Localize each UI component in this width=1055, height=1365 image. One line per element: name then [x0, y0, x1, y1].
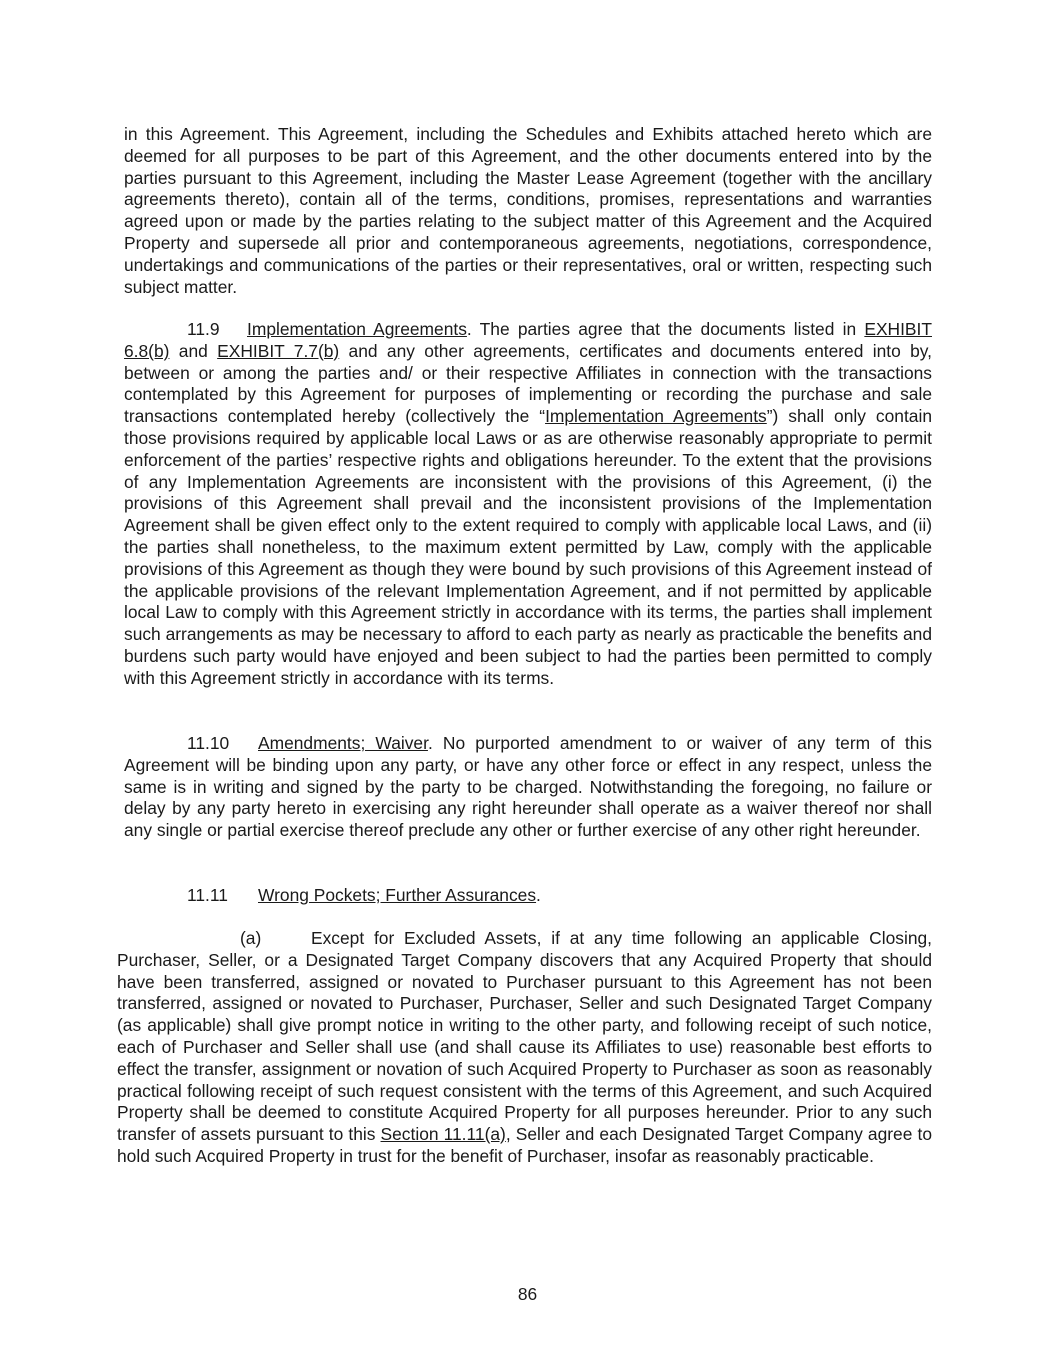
section-reference: Section 11.11(a) [380, 1124, 506, 1145]
exhibit-reference: EXHIBIT 7.7(b) [217, 340, 340, 361]
section-number: 11.9 [187, 319, 220, 339]
section-number: 11.11 [187, 885, 228, 905]
section-11-10 [124, 733, 932, 842]
section-text: No purported amendment to or waiver of any term of this Agreement will be binding upon any party, or have any other force or effect in any respect, unless the same is in writing and signed by the party to be charged. Notwithstanding the foregoing, no failure or delay by any party hereto in exercising any right hereunder shall operate as a waiver thereof nor shall any single or partial exercise thereof preclude any other or further exercise of any other right hereunder. [124, 733, 932, 841]
defined-term: Implementation Agreements [545, 406, 767, 427]
subsection-text: Except for Excluded Assets, if at any time following an applicable Closing, Purchaser, Seller, or a Designated Target Company discovers that any Acquired Property that should have been transferred, assigned or novated to Purchaser pursuant to this Agreement has not been transferred, assigned or novated to Purchaser, Purchaser, Seller and such Designated Target Company (as applicable) shall give prompt notice in writing to the other party, and following receipt of such notice, each of Purchaser and Seller shall use (and shall cause its Affiliates to use) reasonable best efforts to effect the transfer, assignment or novation of such Acquired Property to Purchaser as soon as reasonably practical following receipt of such request consistent with the terms of this Agreement, and such Acquired Property shall be deemed to constitute Acquired Property for all purposes hereunder. Prior to any such transfer of assets pursuant to this [117, 928, 932, 1145]
section-text: ”) shall only contain those provisions required by applicable local Laws or as are otherwise reasonably appropriate to permit enforcement of the parties’ respective rights and obligations hereunder. To the extent that the provisions of any Implementation Agreements are inconsistent with the provisions of this Agreement, (i) the provisions of this Agreement shall prevail and the inconsistent provisions of the Implementation Agreement shall be given effect only to the extent required to comply with applicable local Laws, and (ii) the parties shall nonetheless, to the maximum extent permitted by Law, comply with the applicable provisions of this Agreement as though they were bound by such provisions of this Agreement instead of the applicable provisions of the relevant Implementation Agreement, and if not permitted by applicable local Law to comply with this Agreement strictly in accordance with its terms, the parties shall implement such arrangements as may be necessary to afford to each party as nearly as practicable the benefits and burdens such party would have enjoyed and been subject to had the parties been permitted to comply with this Agreement strictly in accordance with its terms. [124, 406, 932, 688]
section-text: The parties agree that the documents listed in [471, 319, 865, 339]
subsection-text: , Seller and each Designated Target Company agree to hold such Acquired Property in trust for the benefit of Purchaser, insofar as reasonably practicable. [117, 1124, 932, 1166]
exhibit-reference: EXHIBIT 6.8(b) [124, 319, 932, 361]
section-11-11 [124, 885, 932, 907]
section-text: and any other agreements, certificates and documents entered into by, between or among the parties and/ or their respective Affiliates in connection with the transactions contemplated by this Agreement for purposes of implementing or recording the purchase and sale transactions contemplated hereby (collectively the “ [124, 340, 932, 427]
page-number: 86 [517, 1284, 538, 1304]
section-heading: Amendments; Waiver [258, 733, 428, 753]
section-11-9 [124, 319, 932, 690]
heading-period: . [466, 319, 472, 339]
section-heading: Wrong Pockets; Further Assurances [258, 885, 537, 905]
section-heading: Implementation Agreements [247, 319, 467, 339]
paragraph-continuation [124, 124, 932, 298]
section-number: 11.10 [187, 733, 230, 753]
heading-period: . [536, 885, 541, 905]
subsection-a [117, 928, 932, 1168]
subsection-label: (a) [240, 928, 262, 948]
heading-period: . [427, 733, 433, 753]
paragraph-text: in this Agreement. This Agreement, including the Schedules and Exhibits attached hereto which are deemed for all purposes to be part of this Agreement, and the other documents entered into by the parties pursuant to this Agreement, including the Master Lease Agreement (together with the ancillary agreements thereto), contain all of the terms, conditions, promises, representations and warranties agreed upon or made by the parties relating to the subject matter of this Agreement and the Acquired Property and supersede all prior and contemporaneous agreements, negotiations, correspondence, undertakings and communications of the parties or their representatives, oral or written, respecting such subject matter. [124, 124, 932, 297]
section-text: and [169, 340, 218, 361]
